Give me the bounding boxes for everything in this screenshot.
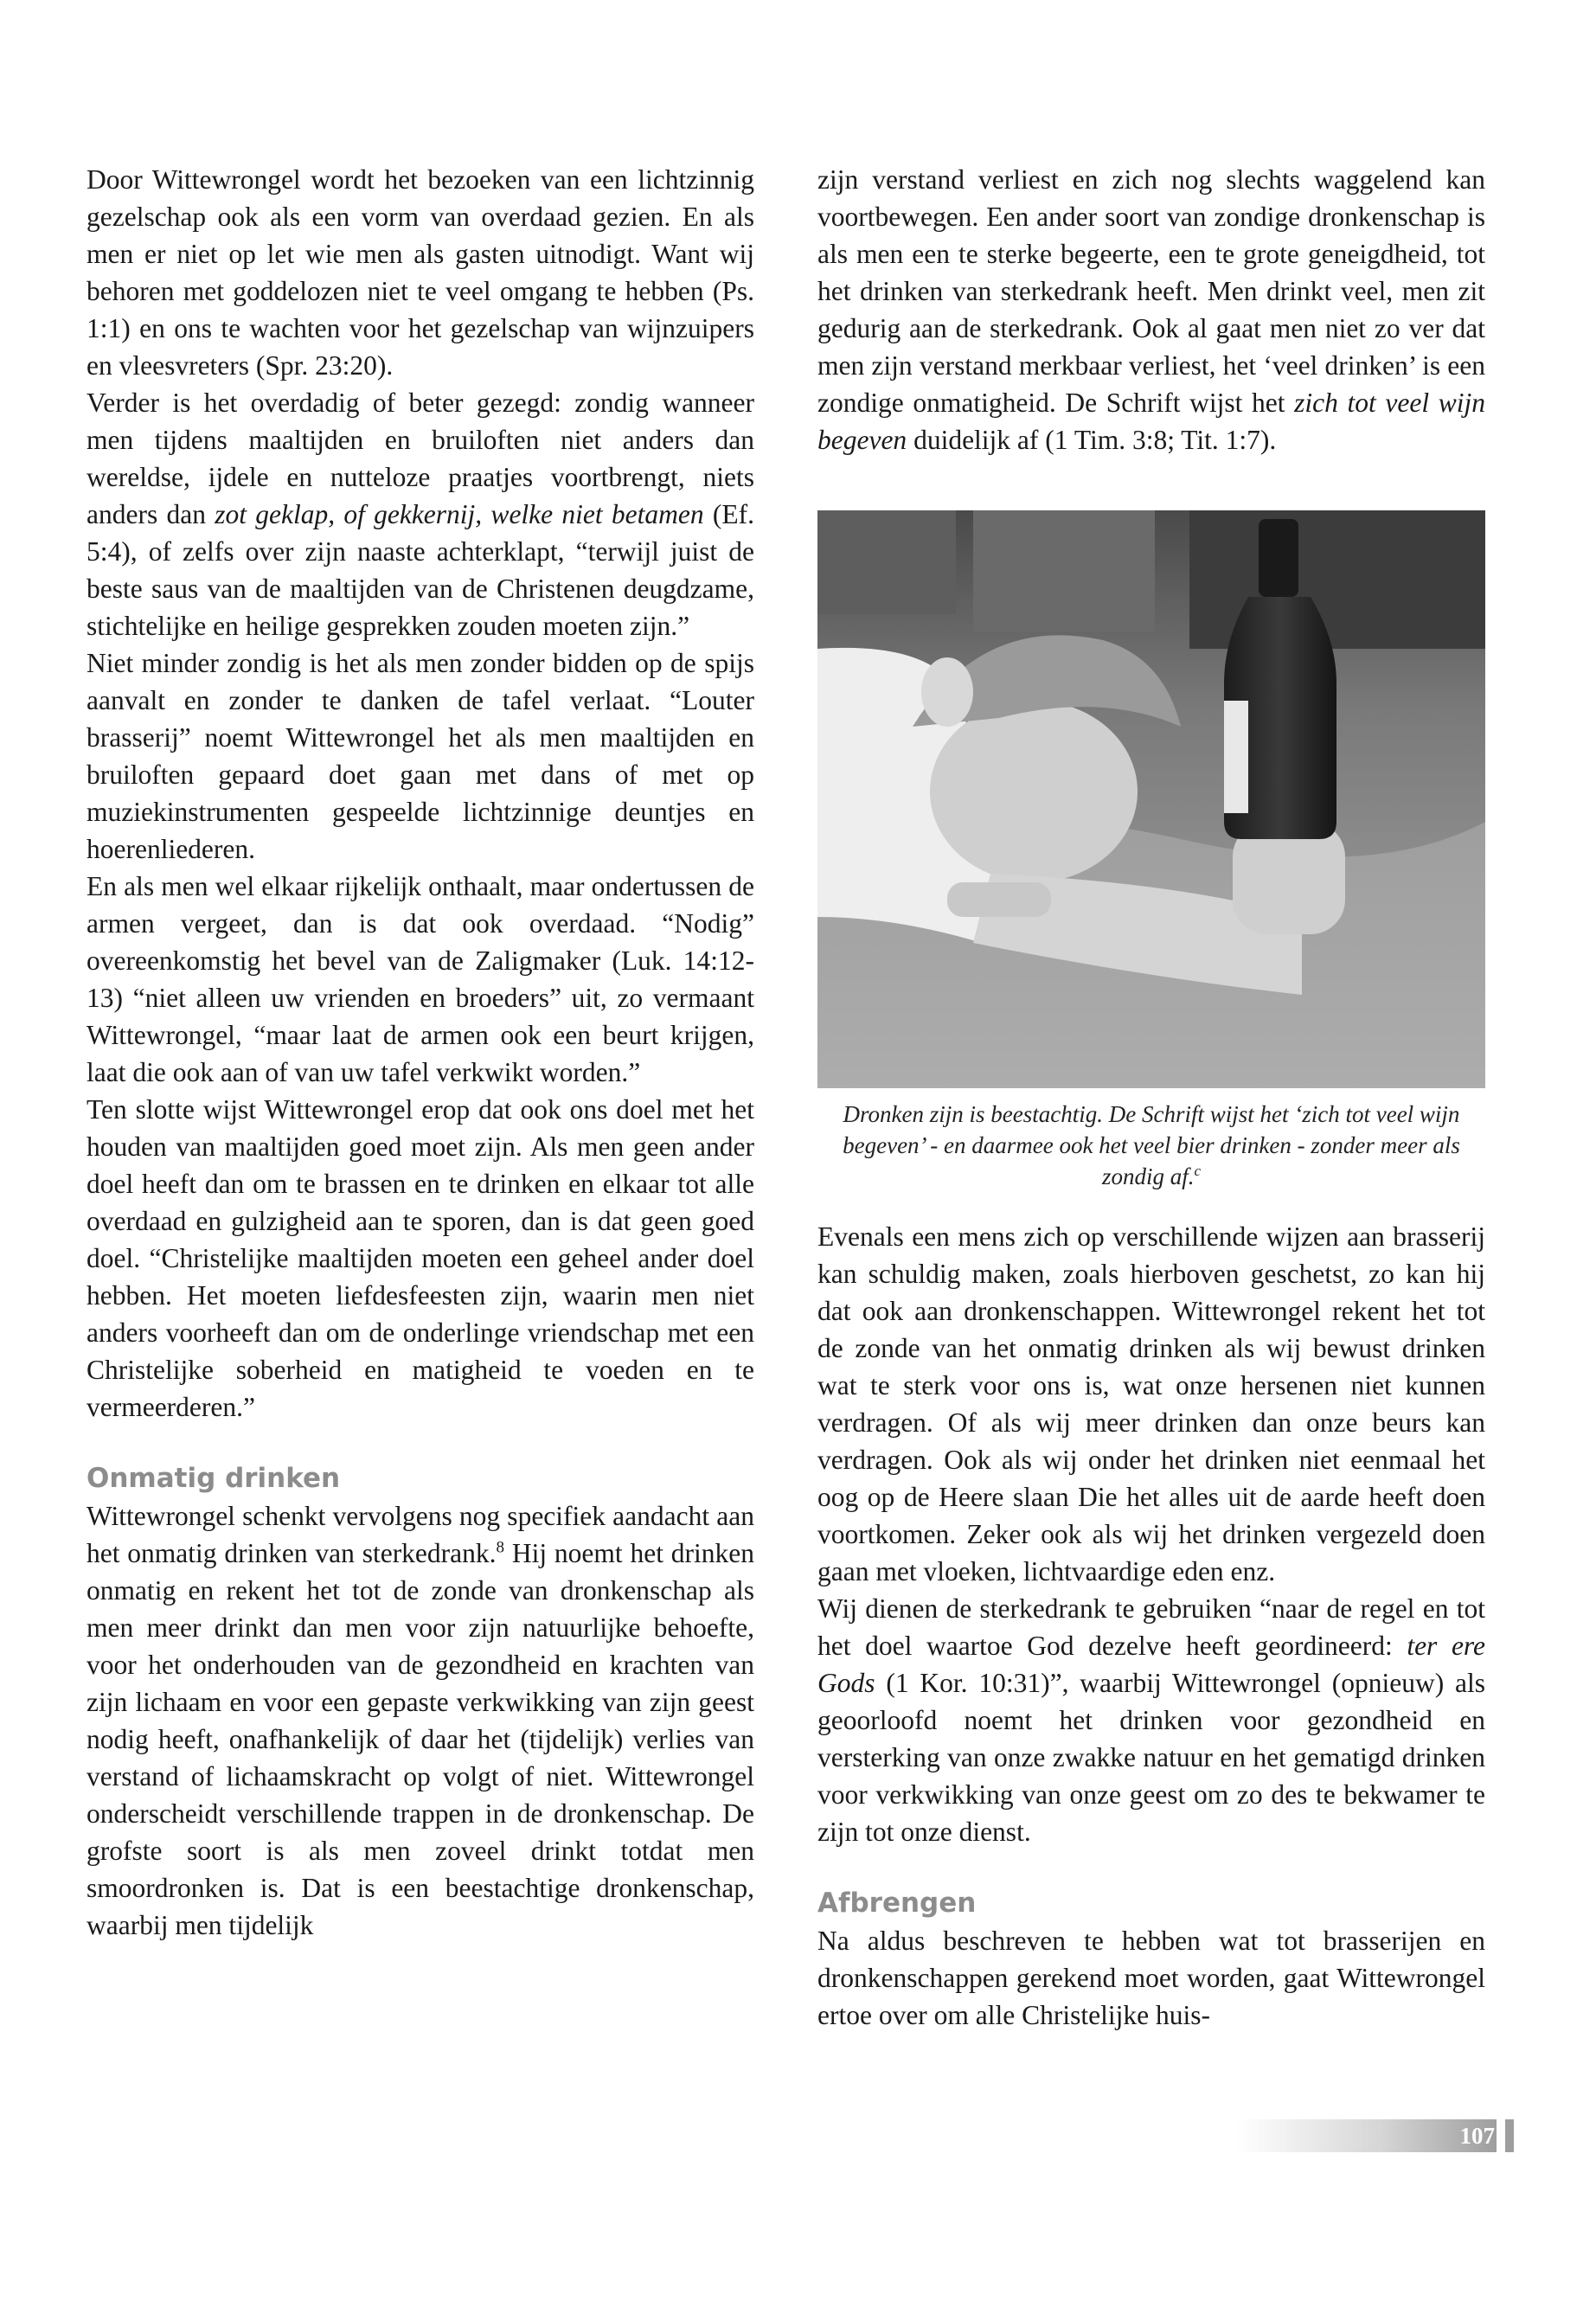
- section-heading: Afbrengen: [817, 1888, 977, 1919]
- paragraph: [817, 161, 1485, 458]
- italic-quote: ter ere Gods: [817, 1631, 1485, 1698]
- text-run: zijn verstand verliest en zich nog slechts waggelend kan voortbewegen. Een ander soort van zondige dronkenschap is als men een te sterke begeerte, een te grote geneigdheid, tot het drinken van sterkedrank heeft. Men drinkt veel, men zit gedurig aan de sterkedrank. Ook al gaat men niet zo ver dat men zijn verstand merkbaar verliest, het ‘veel drinken’ is een zondige onmatigheid. De Schrift wijst het: [817, 164, 1485, 418]
- text-run: duidelijk af (1 Tim. 3:8; Tit. 1:7).: [907, 425, 1277, 455]
- photo-illustration: [817, 510, 1485, 1088]
- paragraph: En als men wel elkaar rijkelijk onthaalt, maar ondertussen de armen vergeet, dan is dat ook overdaad. “Nodig” overeenkomstig het bevel van de Zaligmaker (Luk. 14:12-13) “niet alleen uw vrienden en broeders” uit, zo vermaant Wittewrongel, “maar laat de armen ook een beurt krijgen, laat die ook aan of van uw tafel verkwikt worden.”: [87, 871, 754, 1087]
- text-run: Verder is het overdadig of beter gezegd: zondig wanneer men tijdens maaltijden en bruiloften niet anders dan wereldse, ijdele en nutteloze praatjes voortbrengt, niets anders dan: [87, 388, 754, 529]
- caption-text: Dronken zijn is beestachtig. De Schrift wijst het ‘zich tot veel wijn begeven’ - en daarmee ook het veel bier drinken - zonder meer als zondig af.: [843, 1101, 1460, 1189]
- right-column: [817, 161, 1485, 2034]
- text-run: Wittewrongel schenkt vervolgens nog specifiek aandacht aan het onmatig drinken van sterkedrank.: [87, 1501, 754, 1568]
- italic-quote: zich tot veel wijn begeven: [817, 388, 1485, 455]
- text-run: (Ef. 5:4), of zelfs over zijn naaste achterklapt, “terwijl juist de beste saus van de maaltijden van de Christenen deugdzame, stichtelijke en heilige gesprekken zouden moeten zijn.”: [87, 499, 754, 641]
- paragraph: [817, 1590, 1485, 1850]
- text-run: Hij noemt het drinken onmatig en rekent het tot de zonde van dronkenschap als men meer drinkt dan men voor zijn natuurlijke behoefte, voor het onderhouden van de gezondheid en krachten van zijn lichaam en voor een gepaste verkwikking van zijn geest nodig heeft, onafhankelijk of daar het (tijdelijk) verlies van verstand of lichaamskracht op volgt of niet. Wittewrongel onderscheidt verschillende trappen in de dronkenschap. De grofste soort is als men zoveel drinkt totdat men smoordronken is. Dat is een beestachtige dronkenschap, waarbij men tijdelijk: [87, 1538, 754, 1940]
- photo-drunk-man-with-bottle: [817, 510, 1485, 1088]
- footnote-marker: c: [1194, 1163, 1202, 1179]
- paragraph: Door Wittewrongel wordt het bezoeken van een lichtzinnig gezelschap ook als een vorm van overdaad gezien. En als men er niet op let wie men als gasten uitnodigt. Want wij behoren met goddelozen niet te veel omgang te hebben (Ps. 1:1) en ons te wachten voor het gezelschap van wijnzuipers en vleesvreters (Spr. 23:20).: [87, 164, 754, 381]
- text-run: Wij dienen de sterkedrank te gebruiken “naar de regel en tot het doel waartoe God dezelve heeft geordineerd:: [817, 1593, 1485, 1661]
- footer-tab: [1505, 2119, 1514, 2152]
- photo-caption: [817, 1099, 1485, 1192]
- page-number: 107: [1459, 2123, 1495, 2149]
- paragraph: Evenals een mens zich op verschillende wijzen aan brasserij kan schuldig maken, zoals hierboven geschetst, zo kan hij dat ook aan dronkenschappen. Wittewrongel rekent het tot de zonde van het onmatig drinken als wij bewust drinken wat te sterk voor ons is, wat onze hersenen niet kunnen verdragen. Of als wij meer drinken dan onze beurs kan verdragen. Ook als wij onder het drinken niet eenmaal het oog op de Heere slaan Die het alles uit de aarde heeft doen voortkomen. Zeker ook als wij het drinken vergezeld doen gaan met vloeken, lichtvaardige eden enz.: [817, 1221, 1485, 1586]
- paragraph: [87, 384, 754, 644]
- paragraph: Niet minder zondig is het als men zonder bidden op de spijs aanvalt en zonder te danken de tafel verlaat. “Louter brasserij” noemt Wittewrongel het als men maaltijden en bruiloften gepaard doet gaan met dans of met op muziekinstrumenten gespeelde lichtzinnige deuntjes en hoerenliederen.: [87, 648, 754, 864]
- text-run: (1 Kor. 10:31)”, waarbij Wittewrongel (opnieuw) als geoorloofd noemt het drinken voor gezondheid en versterking van onze zwakke natuur en het gematigd drinken voor verkwikking van onze geest om zo des te bekwamer te zijn tot onze dienst.: [817, 1668, 1485, 1847]
- paragraph: Ten slotte wijst Wittewrongel erop dat ook ons doel met het houden van maaltijden goed moet zijn. Als men geen ander doel heeft dan om te brassen en te drinken en elkaar tot alle overdaad en gulzigheid aan te sporen, dan is dat geen goed doel. “Christelijke maaltijden moeten een geheel ander doel hebben. Het moeten liefdesfeesten zijn, waarin men niet anders voorheeft dan om de onderlinge vriendschap met een Christelijke soberheid en matigheid te voeden en te vermeerderen.”: [87, 1094, 754, 1422]
- section-heading: Onmatig drinken: [87, 1463, 341, 1494]
- paragraph: Na aldus beschreven te hebben wat tot brasserijen en dronkenschappen gerekend moet worden, gaat Wittewrongel ertoe over om alle Christelijke huis-: [817, 1926, 1485, 2030]
- footnote-marker: 8: [496, 1538, 505, 1557]
- italic-quote: zot geklap, of gekkernij, welke niet betamen: [215, 499, 704, 529]
- left-column: [87, 161, 754, 1944]
- paragraph: [87, 1497, 754, 1944]
